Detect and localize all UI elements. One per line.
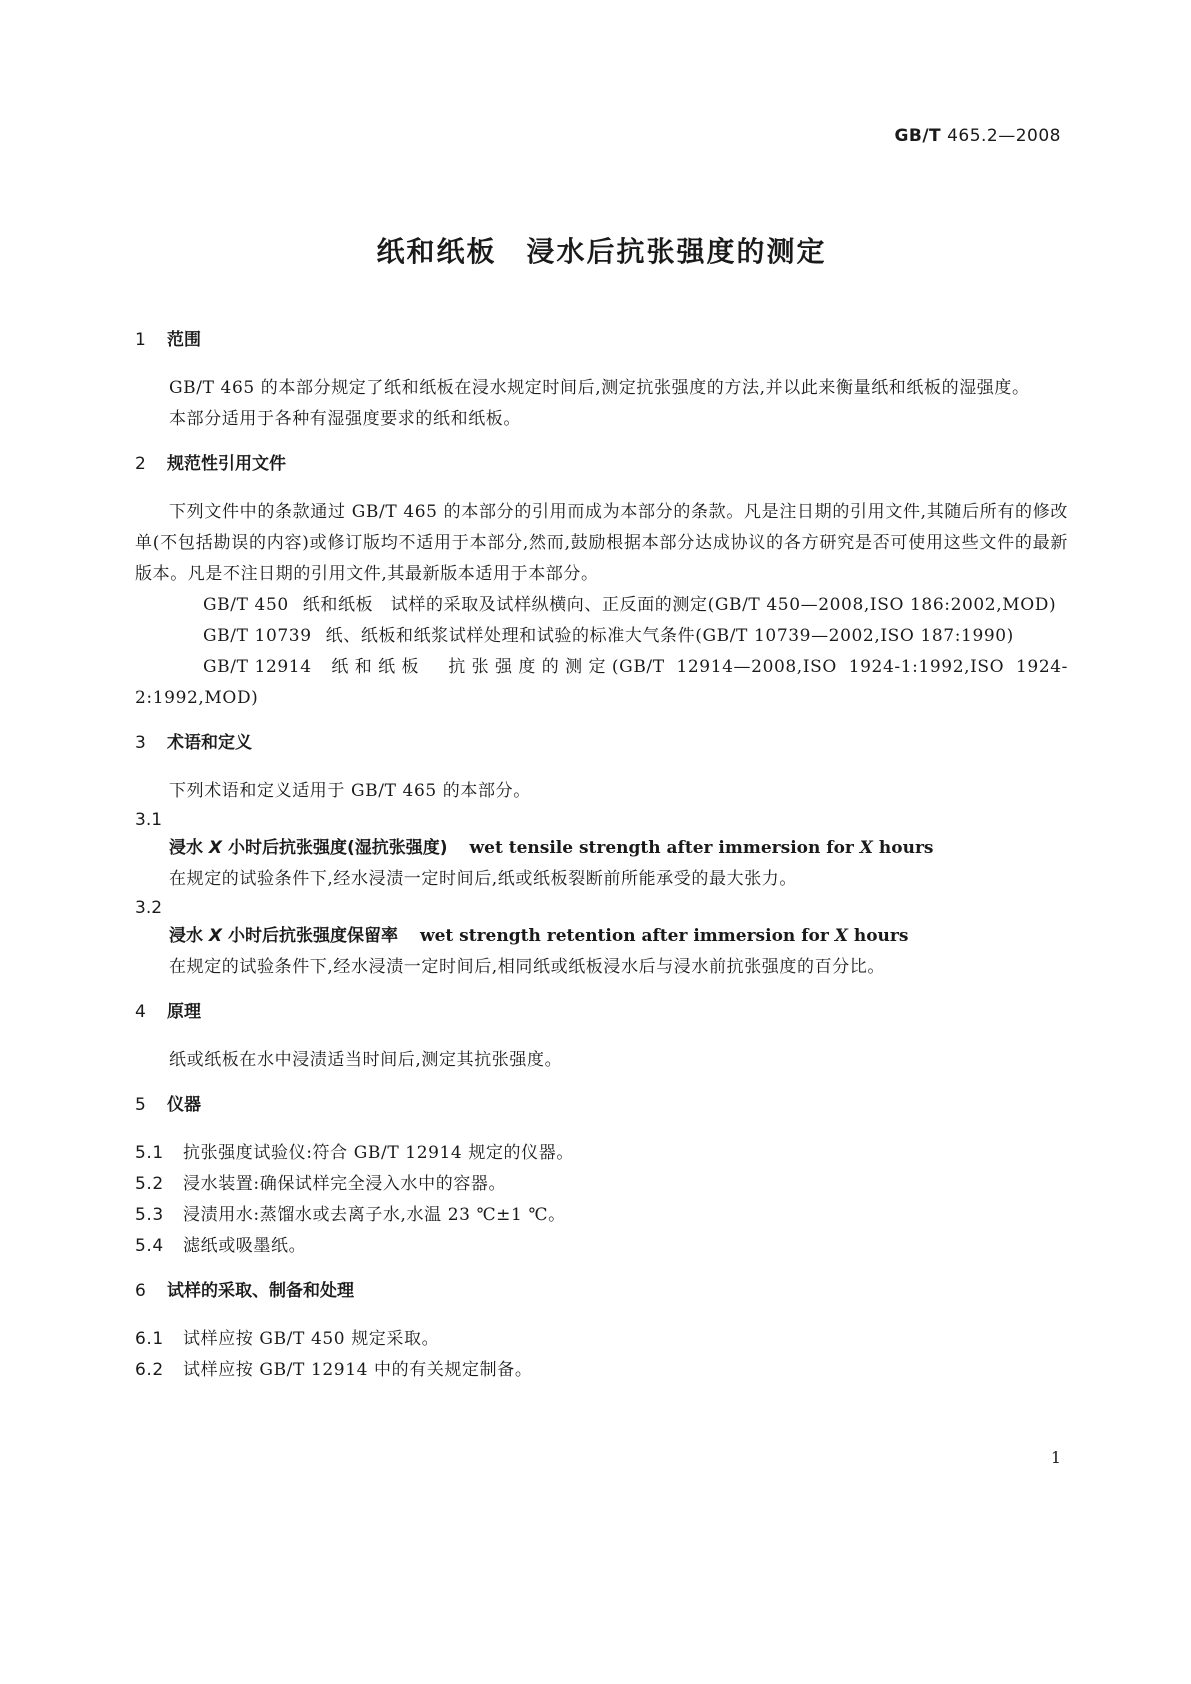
list-item: 6.2 试样应按 GB/T 12914 中的有关规定制备。 (135, 1360, 533, 1380)
section-3-paragraph-1: 下列术语和定义适用于 GB/T 465 的本部分。 (169, 781, 531, 801)
normative-reference: GB/T 10739 纸、纸板和纸浆试样处理和试验的标准大气条件(GB/T 10739—2002,ISO 187:1990) (203, 626, 1014, 646)
normative-reference: GB/T 450 纸和纸板 试样的采取及试样纵横向、正反面的测定(GB/T 450—2008,ISO 186:2002,MOD) (203, 595, 1057, 615)
section-heading-5: 5 仪器 (135, 1095, 201, 1115)
term-number: 3.1 (135, 810, 163, 830)
document-title (0, 230, 1191, 270)
term-definition: 在规定的试验条件下,经水浸渍一定时间后,相同纸或纸板浸水后与浸水前抗张强度的百分比。 (169, 957, 886, 977)
section-4-paragraph-1: 纸或纸板在水中浸渍适当时间后,测定其抗张强度。 (169, 1050, 563, 1070)
term-heading: 浸水 X 小时后抗张强度保留率 wet strength retention after immersion for X hours (169, 926, 909, 946)
normative-reference: GB/T 12914 纸和纸板 抗张强度的测定(GB/T 12914—2008,ISO 1924-1:1992,ISO 1924-2:1992,MOD) (135, 657, 1068, 708)
term-number: 3.2 (135, 898, 163, 918)
page-number: 1 (1050, 1448, 1061, 1467)
section-1-paragraph-2: 本部分适用于各种有湿强度要求的纸和纸板。 (169, 409, 521, 429)
list-item: 5.3 浸渍用水:蒸馏水或去离子水,水温 23 ℃±1 ℃。 (135, 1205, 566, 1225)
section-heading-3: 3 术语和定义 (135, 733, 252, 753)
title-part-2: 浸水后抗张强度的测定 (526, 235, 827, 268)
section-heading-1: 1 范围 (135, 330, 201, 350)
standard-number: 465.2—2008 (947, 126, 1061, 146)
list-item: 6.1 试样应按 GB/T 450 规定采取。 (135, 1329, 440, 1349)
list-item: 5.1 抗张强度试验仪:符合 GB/T 12914 规定的仪器。 (135, 1143, 574, 1163)
standard-prefix: GB/T (894, 126, 942, 146)
standard-code (894, 126, 1061, 146)
document-body (135, 327, 1068, 1386)
term-definition: 在规定的试验条件下,经水浸渍一定时间后,纸或纸板裂断前所能承受的最大张力。 (169, 869, 798, 889)
section-1-paragraph-1: GB/T 465 的本部分规定了纸和纸板在浸水规定时间后,测定抗张强度的方法,并以此来衡量纸和纸板的湿强度。 (169, 378, 1030, 398)
title-part-1: 纸和纸板 (376, 235, 497, 268)
section-2-paragraph-1: 下列文件中的条款通过 GB/T 465 的本部分的引用而成为本部分的条款。凡是注日期的引用文件,其随后所有的修改单(不包括勘误的内容)或修订版均不适用于本部分,然而,鼓励根据本部分达成协议的各方研究是否可使用这些文件的最新版本。凡是不注日期的引用文件,其最新版本适用于本部分。 (135, 502, 1068, 584)
section-heading-4: 4 原理 (135, 1002, 201, 1022)
list-item: 5.2 浸水装置:确保试样完全浸入水中的容器。 (135, 1174, 507, 1194)
list-item: 5.4 滤纸或吸墨纸。 (135, 1236, 307, 1256)
section-heading-6: 6 试样的采取、制备和处理 (135, 1281, 354, 1301)
term-heading: 浸水 X 小时后抗张强度(湿抗张强度) wet tensile strength after immersion for X hours (169, 838, 934, 858)
section-heading-2: 2 规范性引用文件 (135, 454, 286, 474)
